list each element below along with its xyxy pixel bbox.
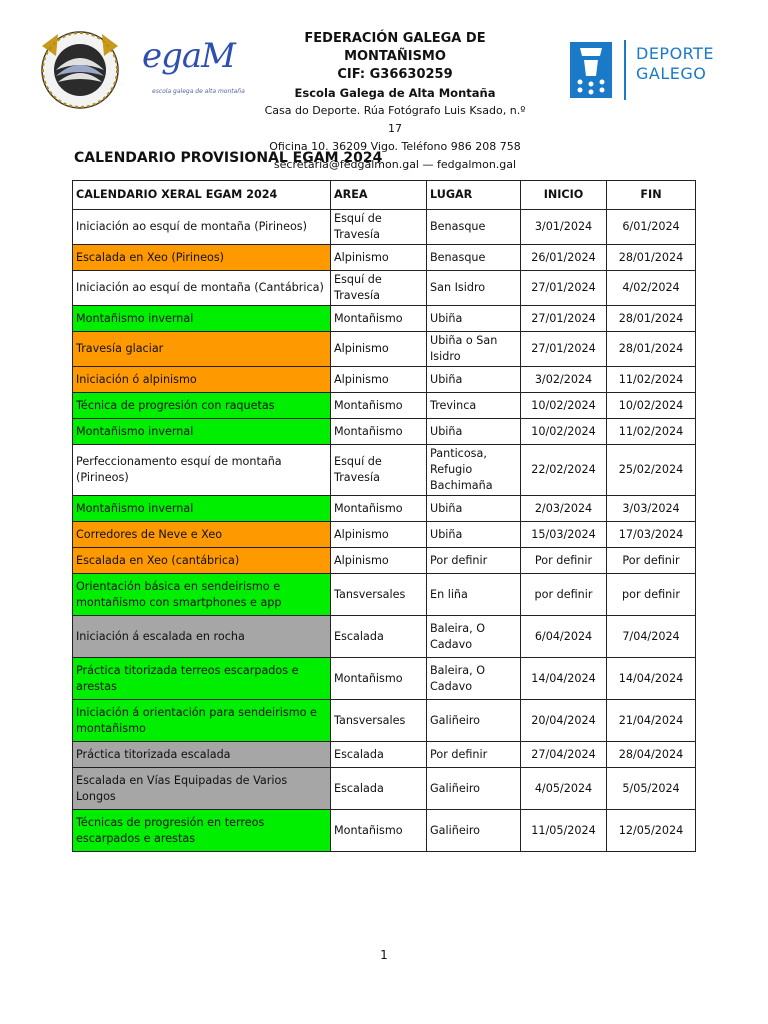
- table-row: [73, 332, 696, 367]
- place-cell: Ubiña: [427, 419, 521, 445]
- org-name: FEDERACIÓN GALEGA DE MONTAÑISMO: [304, 31, 486, 64]
- place-cell: Trevinca: [427, 393, 521, 419]
- end-date-cell: 12/05/2024: [607, 810, 696, 852]
- start-date-cell: 2/03/2024: [521, 496, 607, 522]
- start-date-cell: 4/05/2024: [521, 768, 607, 810]
- table-row: [73, 548, 696, 574]
- place-cell: Ubiña: [427, 496, 521, 522]
- area-cell: Alpinismo: [331, 548, 427, 574]
- area-cell: Montañismo: [331, 419, 427, 445]
- area-cell: Tansversales: [331, 574, 427, 616]
- header-end: FIN: [607, 181, 696, 210]
- course-name-cell: Escalada en Vías Equipadas de Varios Longos: [73, 768, 331, 810]
- course-name-cell: Práctica titorizada terreos escarpados e arestas: [73, 658, 331, 700]
- egam-logo-text: egaM: [142, 36, 235, 76]
- logo-line-2: GALEGO: [636, 64, 707, 83]
- egam-logo-subtitle: escola galega de alta montaña: [152, 88, 245, 95]
- table-row: [73, 700, 696, 742]
- course-name-cell: Orientación básica en sendeirismo e montañismo con smartphones e app: [73, 574, 331, 616]
- area-cell: Escalada: [331, 616, 427, 658]
- course-name-cell: Montañismo invernal: [73, 306, 331, 332]
- area-cell: Esquí de Travesía: [331, 445, 427, 496]
- area-cell: Alpinismo: [331, 332, 427, 367]
- table-row: [73, 367, 696, 393]
- end-date-cell: 11/02/2024: [607, 419, 696, 445]
- end-date-cell: 21/04/2024: [607, 700, 696, 742]
- start-date-cell: por definir: [521, 574, 607, 616]
- start-date-cell: 10/02/2024: [521, 393, 607, 419]
- place-cell: Baleira, O Cadavo: [427, 658, 521, 700]
- course-name-cell: Técnicas de progresión en terreos escarpados e arestas: [73, 810, 331, 852]
- area-cell: Esquí de Travesía: [331, 210, 427, 245]
- end-date-cell: 28/04/2024: [607, 742, 696, 768]
- end-date-cell: 28/01/2024: [607, 245, 696, 271]
- end-date-cell: 14/04/2024: [607, 658, 696, 700]
- end-date-cell: 10/02/2024: [607, 393, 696, 419]
- place-cell: Galiñeiro: [427, 810, 521, 852]
- address-line-1: Casa do Deporte. Rúa Fotógrafo Luis Ksado, n.º 17: [264, 104, 526, 135]
- school-name: Escola Galega de Alta Montaña: [294, 86, 496, 100]
- course-name-cell: Técnica de progresión con raquetas: [73, 393, 331, 419]
- address-line-2: Oficina 10. 36209 Vigo. Teléfono 986 208 758: [269, 140, 521, 153]
- course-name-cell: Montañismo invernal: [73, 496, 331, 522]
- start-date-cell: 20/04/2024: [521, 700, 607, 742]
- table-row: [73, 393, 696, 419]
- start-date-cell: 27/04/2024: [521, 742, 607, 768]
- table-body: [73, 210, 696, 852]
- course-name-cell: Corredores de Neve e Xeo: [73, 522, 331, 548]
- area-cell: Montañismo: [331, 810, 427, 852]
- table-row: [73, 306, 696, 332]
- contact-line: secretaria@fedgalmon.gal — fedgalmon.gal: [273, 158, 517, 171]
- start-date-cell: 22/02/2024: [521, 445, 607, 496]
- table-row: [73, 810, 696, 852]
- place-cell: Ubiña: [427, 522, 521, 548]
- area-cell: Escalada: [331, 768, 427, 810]
- start-date-cell: Por definir: [521, 548, 607, 574]
- galicia-shield-icon: [570, 42, 612, 98]
- course-name-cell: Escalada en Xeo (cantábrica): [73, 548, 331, 574]
- start-date-cell: 27/01/2024: [521, 306, 607, 332]
- area-cell: Montañismo: [331, 393, 427, 419]
- start-date-cell: 27/01/2024: [521, 332, 607, 367]
- start-date-cell: 3/01/2024: [521, 210, 607, 245]
- end-date-cell: 6/01/2024: [607, 210, 696, 245]
- table-header-row: [73, 181, 696, 210]
- area-cell: Escalada: [331, 742, 427, 768]
- course-name-cell: Iniciación ó alpinismo: [73, 367, 331, 393]
- egam-logo: [142, 36, 252, 106]
- start-date-cell: 6/04/2024: [521, 616, 607, 658]
- course-name-cell: Iniciación á escalada en rocha: [73, 616, 331, 658]
- course-name-cell: Montañismo invernal: [73, 419, 331, 445]
- end-date-cell: 11/02/2024: [607, 367, 696, 393]
- header-place: LUGAR: [427, 181, 521, 210]
- place-cell: Ubiña o San Isidro: [427, 332, 521, 367]
- start-date-cell: 15/03/2024: [521, 522, 607, 548]
- course-name-cell: Iniciación á orientación para sendeirismo e montañismo: [73, 700, 331, 742]
- area-cell: Montañismo: [331, 306, 427, 332]
- end-date-cell: por definir: [607, 574, 696, 616]
- table-row: [73, 271, 696, 306]
- start-date-cell: 27/01/2024: [521, 271, 607, 306]
- logo-line-1: DEPORTE: [636, 44, 715, 63]
- end-date-cell: 3/03/2024: [607, 496, 696, 522]
- place-cell: San Isidro: [427, 271, 521, 306]
- place-cell: Baleira, O Cadavo: [427, 616, 521, 658]
- start-date-cell: 3/02/2024: [521, 367, 607, 393]
- org-cif: CIF: G36630259: [337, 67, 453, 82]
- area-cell: Esquí de Travesía: [331, 271, 427, 306]
- area-cell: Montañismo: [331, 658, 427, 700]
- table-row: [73, 742, 696, 768]
- course-name-cell: Escalada en Xeo (Pirineos): [73, 245, 331, 271]
- area-cell: Alpinismo: [331, 367, 427, 393]
- course-name-cell: Iniciación ao esquí de montaña (Pirineos): [73, 210, 331, 245]
- table-row: [73, 658, 696, 700]
- place-cell: Benasque: [427, 210, 521, 245]
- table-row: [73, 574, 696, 616]
- place-cell: Galiñeiro: [427, 700, 521, 742]
- place-cell: Galiñeiro: [427, 768, 521, 810]
- course-name-cell: Perfeccionamento esquí de montaña (Pirineos): [73, 445, 331, 496]
- calendar-table: [72, 180, 696, 852]
- area-cell: Alpinismo: [331, 522, 427, 548]
- header-area: AREA: [331, 181, 427, 210]
- table-row: [73, 768, 696, 810]
- place-cell: Panticosa, Refugio Bachimaña: [427, 445, 521, 496]
- course-name-cell: Travesía glaciar: [73, 332, 331, 367]
- end-date-cell: Por definir: [607, 548, 696, 574]
- start-date-cell: 26/01/2024: [521, 245, 607, 271]
- end-date-cell: 17/03/2024: [607, 522, 696, 548]
- table-row: [73, 245, 696, 271]
- end-date-cell: 5/05/2024: [607, 768, 696, 810]
- page-number: 1: [380, 948, 388, 962]
- place-cell: Ubiña: [427, 367, 521, 393]
- table-row: [73, 496, 696, 522]
- start-date-cell: 14/04/2024: [521, 658, 607, 700]
- place-cell: En liña: [427, 574, 521, 616]
- end-date-cell: 28/01/2024: [607, 306, 696, 332]
- area-cell: Alpinismo: [331, 245, 427, 271]
- document-title: CALENDARIO PROVISIONAL EGAM 2024: [74, 150, 383, 166]
- place-cell: Por definir: [427, 548, 521, 574]
- deporte-galego-text: [636, 44, 714, 84]
- deporte-galego-logo: [570, 40, 730, 100]
- end-date-cell: 25/02/2024: [607, 445, 696, 496]
- table-row: [73, 616, 696, 658]
- end-date-cell: 28/01/2024: [607, 332, 696, 367]
- fgm-logo: [34, 26, 126, 114]
- table-row: [73, 445, 696, 496]
- table-row: [73, 210, 696, 245]
- logo-divider: [624, 40, 626, 100]
- course-name-cell: Práctica titorizada escalada: [73, 742, 331, 768]
- place-cell: Por definir: [427, 742, 521, 768]
- place-cell: Ubiña: [427, 306, 521, 332]
- place-cell: Benasque: [427, 245, 521, 271]
- area-cell: Montañismo: [331, 496, 427, 522]
- header-start: INICIO: [521, 181, 607, 210]
- area-cell: Tansversales: [331, 700, 427, 742]
- table-row: [73, 522, 696, 548]
- end-date-cell: 4/02/2024: [607, 271, 696, 306]
- table-row: [73, 419, 696, 445]
- start-date-cell: 11/05/2024: [521, 810, 607, 852]
- end-date-cell: 7/04/2024: [607, 616, 696, 658]
- course-name-cell: Iniciación ao esquí de montaña (Cantábrica): [73, 271, 331, 306]
- header-course: CALENDARIO XERAL EGAM 2024: [73, 181, 331, 210]
- start-date-cell: 10/02/2024: [521, 419, 607, 445]
